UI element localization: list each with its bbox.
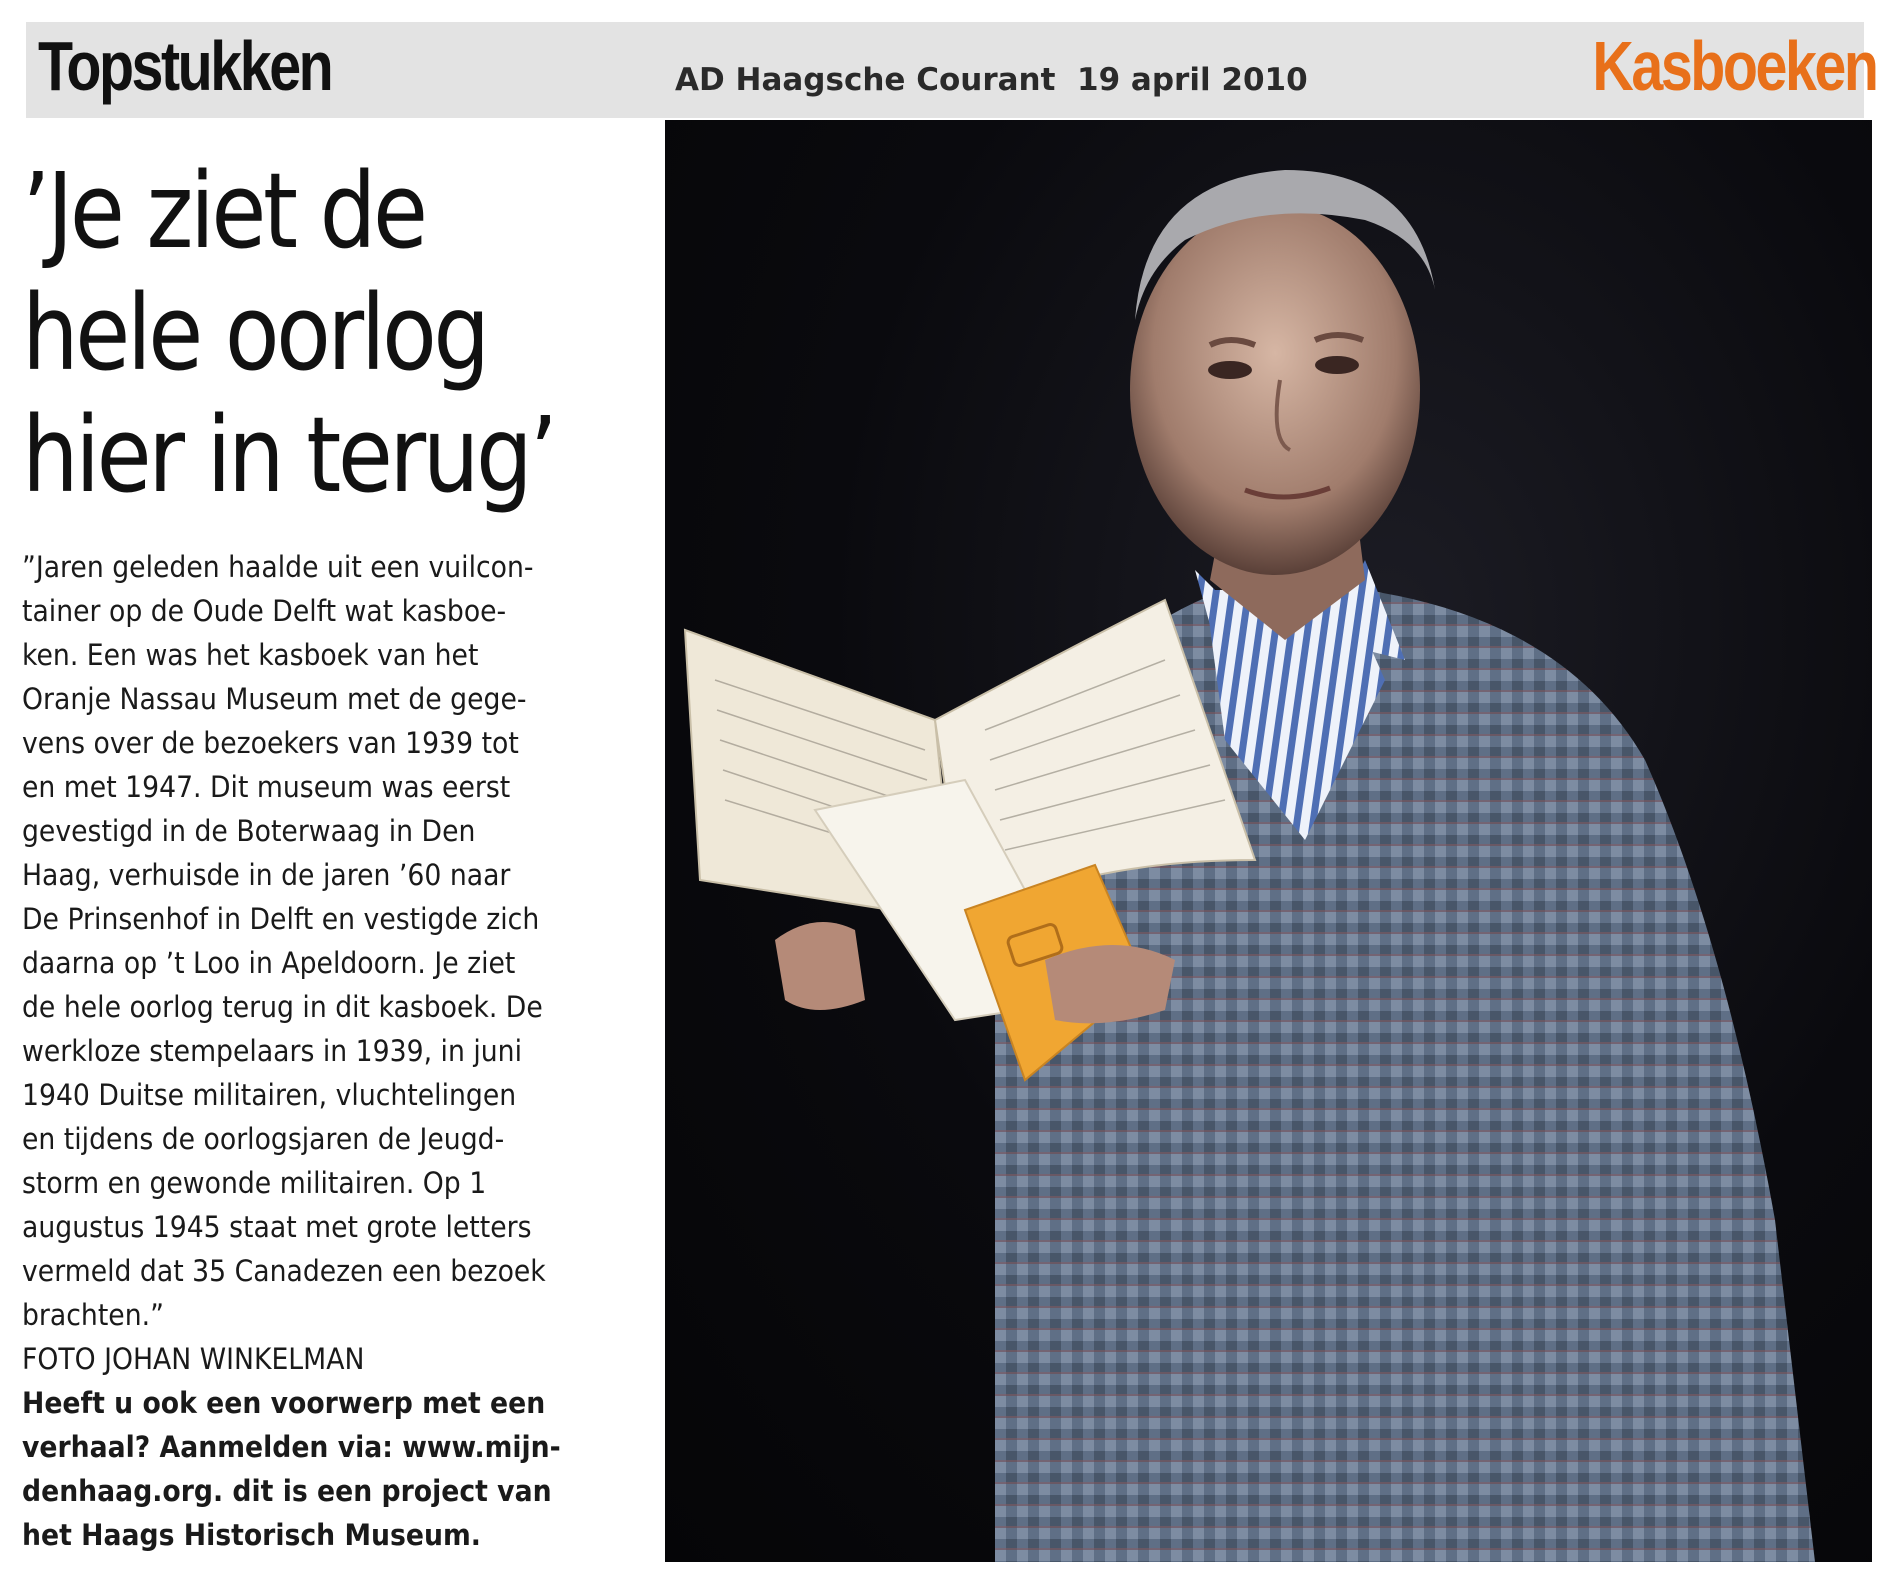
left-hand: [775, 922, 865, 1010]
body-line: augustus 1945 staat met grote letters: [22, 1210, 532, 1244]
body-line: ken. Een was het kasboek van het: [22, 638, 479, 672]
body-line: werkloze stempelaars in 1939, in juni: [22, 1034, 522, 1068]
right-hand: [1045, 945, 1175, 1023]
headline-line: hier in terug’: [22, 394, 555, 516]
promo-line: het Haags Historisch Museum.: [22, 1518, 481, 1552]
promo-line: denhaag.org. dit is een project van: [22, 1474, 552, 1508]
headline-line: hele oorlog: [22, 272, 487, 394]
body-line: vermeld dat 35 Canadezen een bezoek: [22, 1254, 546, 1288]
headline: [22, 150, 682, 516]
body-line: storm en gewonde militairen. Op 1: [22, 1166, 487, 1200]
body-line: de hele oorlog terug in dit kasboek. De: [22, 990, 543, 1024]
body-line: daarna op ’t Loo in Apeldoorn. Je ziet: [22, 946, 516, 980]
body-line: vens over de bezoekers van 1939 tot: [22, 726, 519, 760]
promo-line: Heeft u ook een voorwerp met een: [22, 1386, 546, 1420]
body-line: gevestigd in de Boterwaag in Den: [22, 814, 476, 848]
photo-credit: FOTO JOHAN WINKELMAN: [22, 1342, 365, 1376]
body-line: De Prinsenhof in Delft en vestigde zich: [22, 902, 540, 936]
publication-line: AD Haagsche Courant 19 april 2010: [675, 62, 1308, 98]
body-line: en met 1947. Dit museum was eerst: [22, 770, 511, 804]
article-body: [22, 545, 662, 1557]
portrait-photo: [665, 120, 1872, 1562]
body-line: ”Jaren geleden haalde uit een vuilcon-: [22, 550, 534, 584]
portrait-illustration: [665, 120, 1872, 1562]
body-line: Oranje Nassau Museum met de gege-: [22, 682, 527, 716]
topic-label: Kasboeken: [1591, 27, 1876, 105]
body-line: Haag, verhuisde in de jaren ’60 naar: [22, 858, 511, 892]
head: [1130, 205, 1420, 575]
body-line: tainer op de Oude Delft wat kasboe-: [22, 594, 507, 628]
body-line: brachten.”: [22, 1298, 164, 1332]
body-line: 1940 Duitse militairen, vluchtelingen: [22, 1078, 517, 1112]
body-line: en tijdens de oorlogsjaren de Jeugd-: [22, 1122, 505, 1156]
promo-line: verhaal? Aanmelden via: www.mijn-: [22, 1430, 561, 1464]
section-label: Topstukken: [38, 27, 332, 105]
headline-line: ’Je ziet de: [22, 150, 425, 272]
